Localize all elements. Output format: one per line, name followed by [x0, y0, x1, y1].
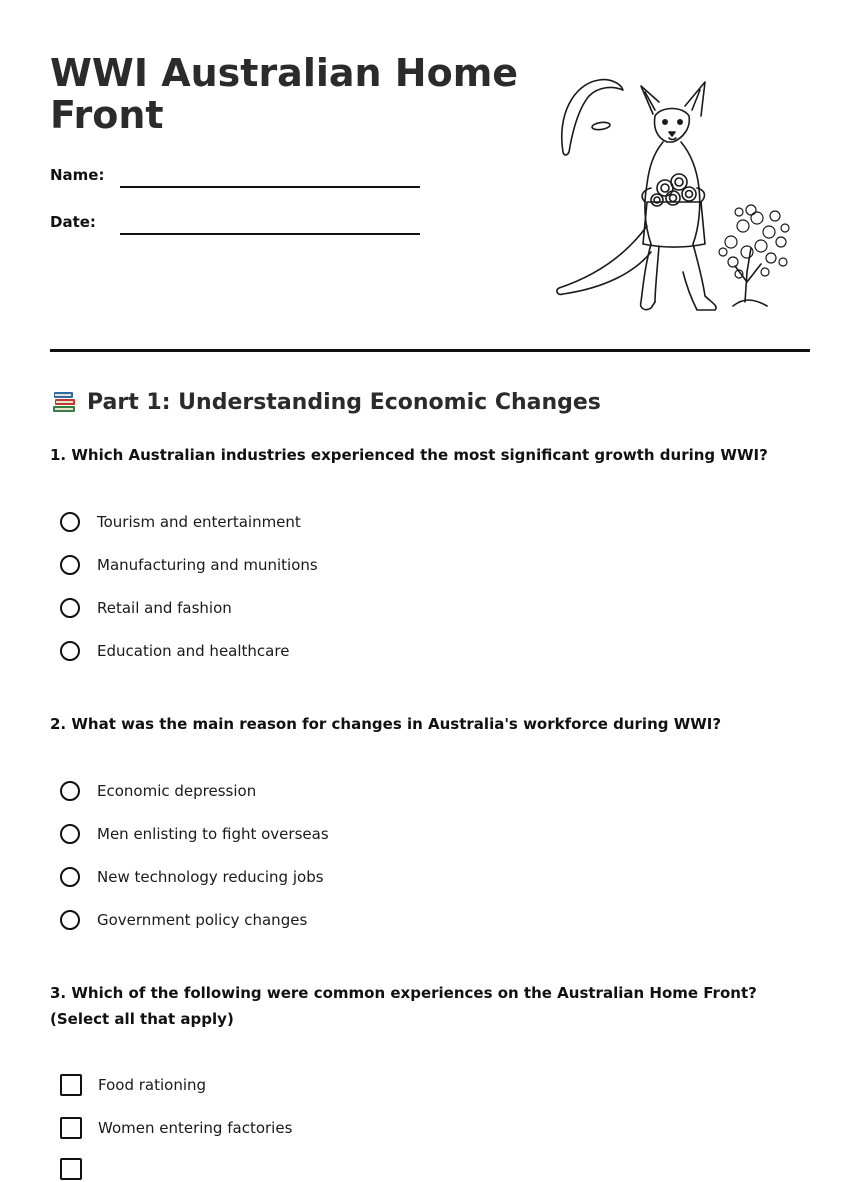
option-label: Men enlisting to fight overseas [97, 825, 329, 843]
question-1: 1. Which Australian industries experienced the most significant growth during WWI? [50, 446, 768, 464]
radio-button[interactable] [60, 781, 80, 801]
radio-button[interactable] [60, 824, 80, 844]
checkbox[interactable] [60, 1117, 82, 1139]
section-title: Part 1: Understanding Economic Changes [87, 389, 601, 415]
date-field[interactable] [120, 233, 420, 235]
date-label: Date: [50, 213, 96, 231]
q2-option-1[interactable] [60, 778, 256, 804]
books-icon [50, 388, 78, 416]
q1-option-4[interactable] [60, 638, 289, 664]
q1-option-1[interactable] [60, 509, 301, 535]
q2-option-4[interactable] [60, 907, 307, 933]
option-label: Government policy changes [97, 911, 308, 929]
option-label: Tourism and entertainment [97, 513, 301, 531]
kangaroo-illustration [555, 76, 795, 318]
name-label: Name: [50, 166, 105, 184]
radio-button[interactable] [60, 910, 80, 930]
option-label: Manufacturing and munitions [97, 556, 318, 574]
name-field[interactable] [120, 186, 420, 188]
page-title: WWI Australian Home Front [50, 51, 519, 137]
q3-option-2[interactable] [60, 1115, 292, 1141]
checkbox[interactable] [60, 1074, 82, 1096]
q3-option-1[interactable] [60, 1072, 206, 1098]
question-3: 3. Which of the following were common experiences on the Australian Home Front? (Select all that apply) [50, 984, 757, 1028]
section-heading [50, 388, 601, 416]
q3-option-3[interactable] [60, 1156, 98, 1182]
q2-option-2[interactable] [60, 821, 329, 847]
option-label: Retail and fashion [97, 599, 232, 617]
option-label: Women entering factories [98, 1119, 293, 1137]
radio-button[interactable] [60, 555, 80, 575]
checkbox[interactable] [60, 1158, 82, 1180]
q2-option-3[interactable] [60, 864, 324, 890]
option-label: New technology reducing jobs [97, 868, 324, 886]
option-label: Education and healthcare [97, 642, 290, 660]
question-2: 2. What was the main reason for changes in Australia's workforce during WWI? [50, 715, 722, 733]
radio-button[interactable] [60, 867, 80, 887]
q1-option-2[interactable] [60, 552, 318, 578]
option-label: Food rationing [98, 1076, 207, 1094]
option-label: Economic depression [97, 782, 257, 800]
radio-button[interactable] [60, 598, 80, 618]
radio-button[interactable] [60, 512, 80, 532]
header-divider [50, 349, 810, 352]
radio-button[interactable] [60, 641, 80, 661]
q1-option-3[interactable] [60, 595, 232, 621]
